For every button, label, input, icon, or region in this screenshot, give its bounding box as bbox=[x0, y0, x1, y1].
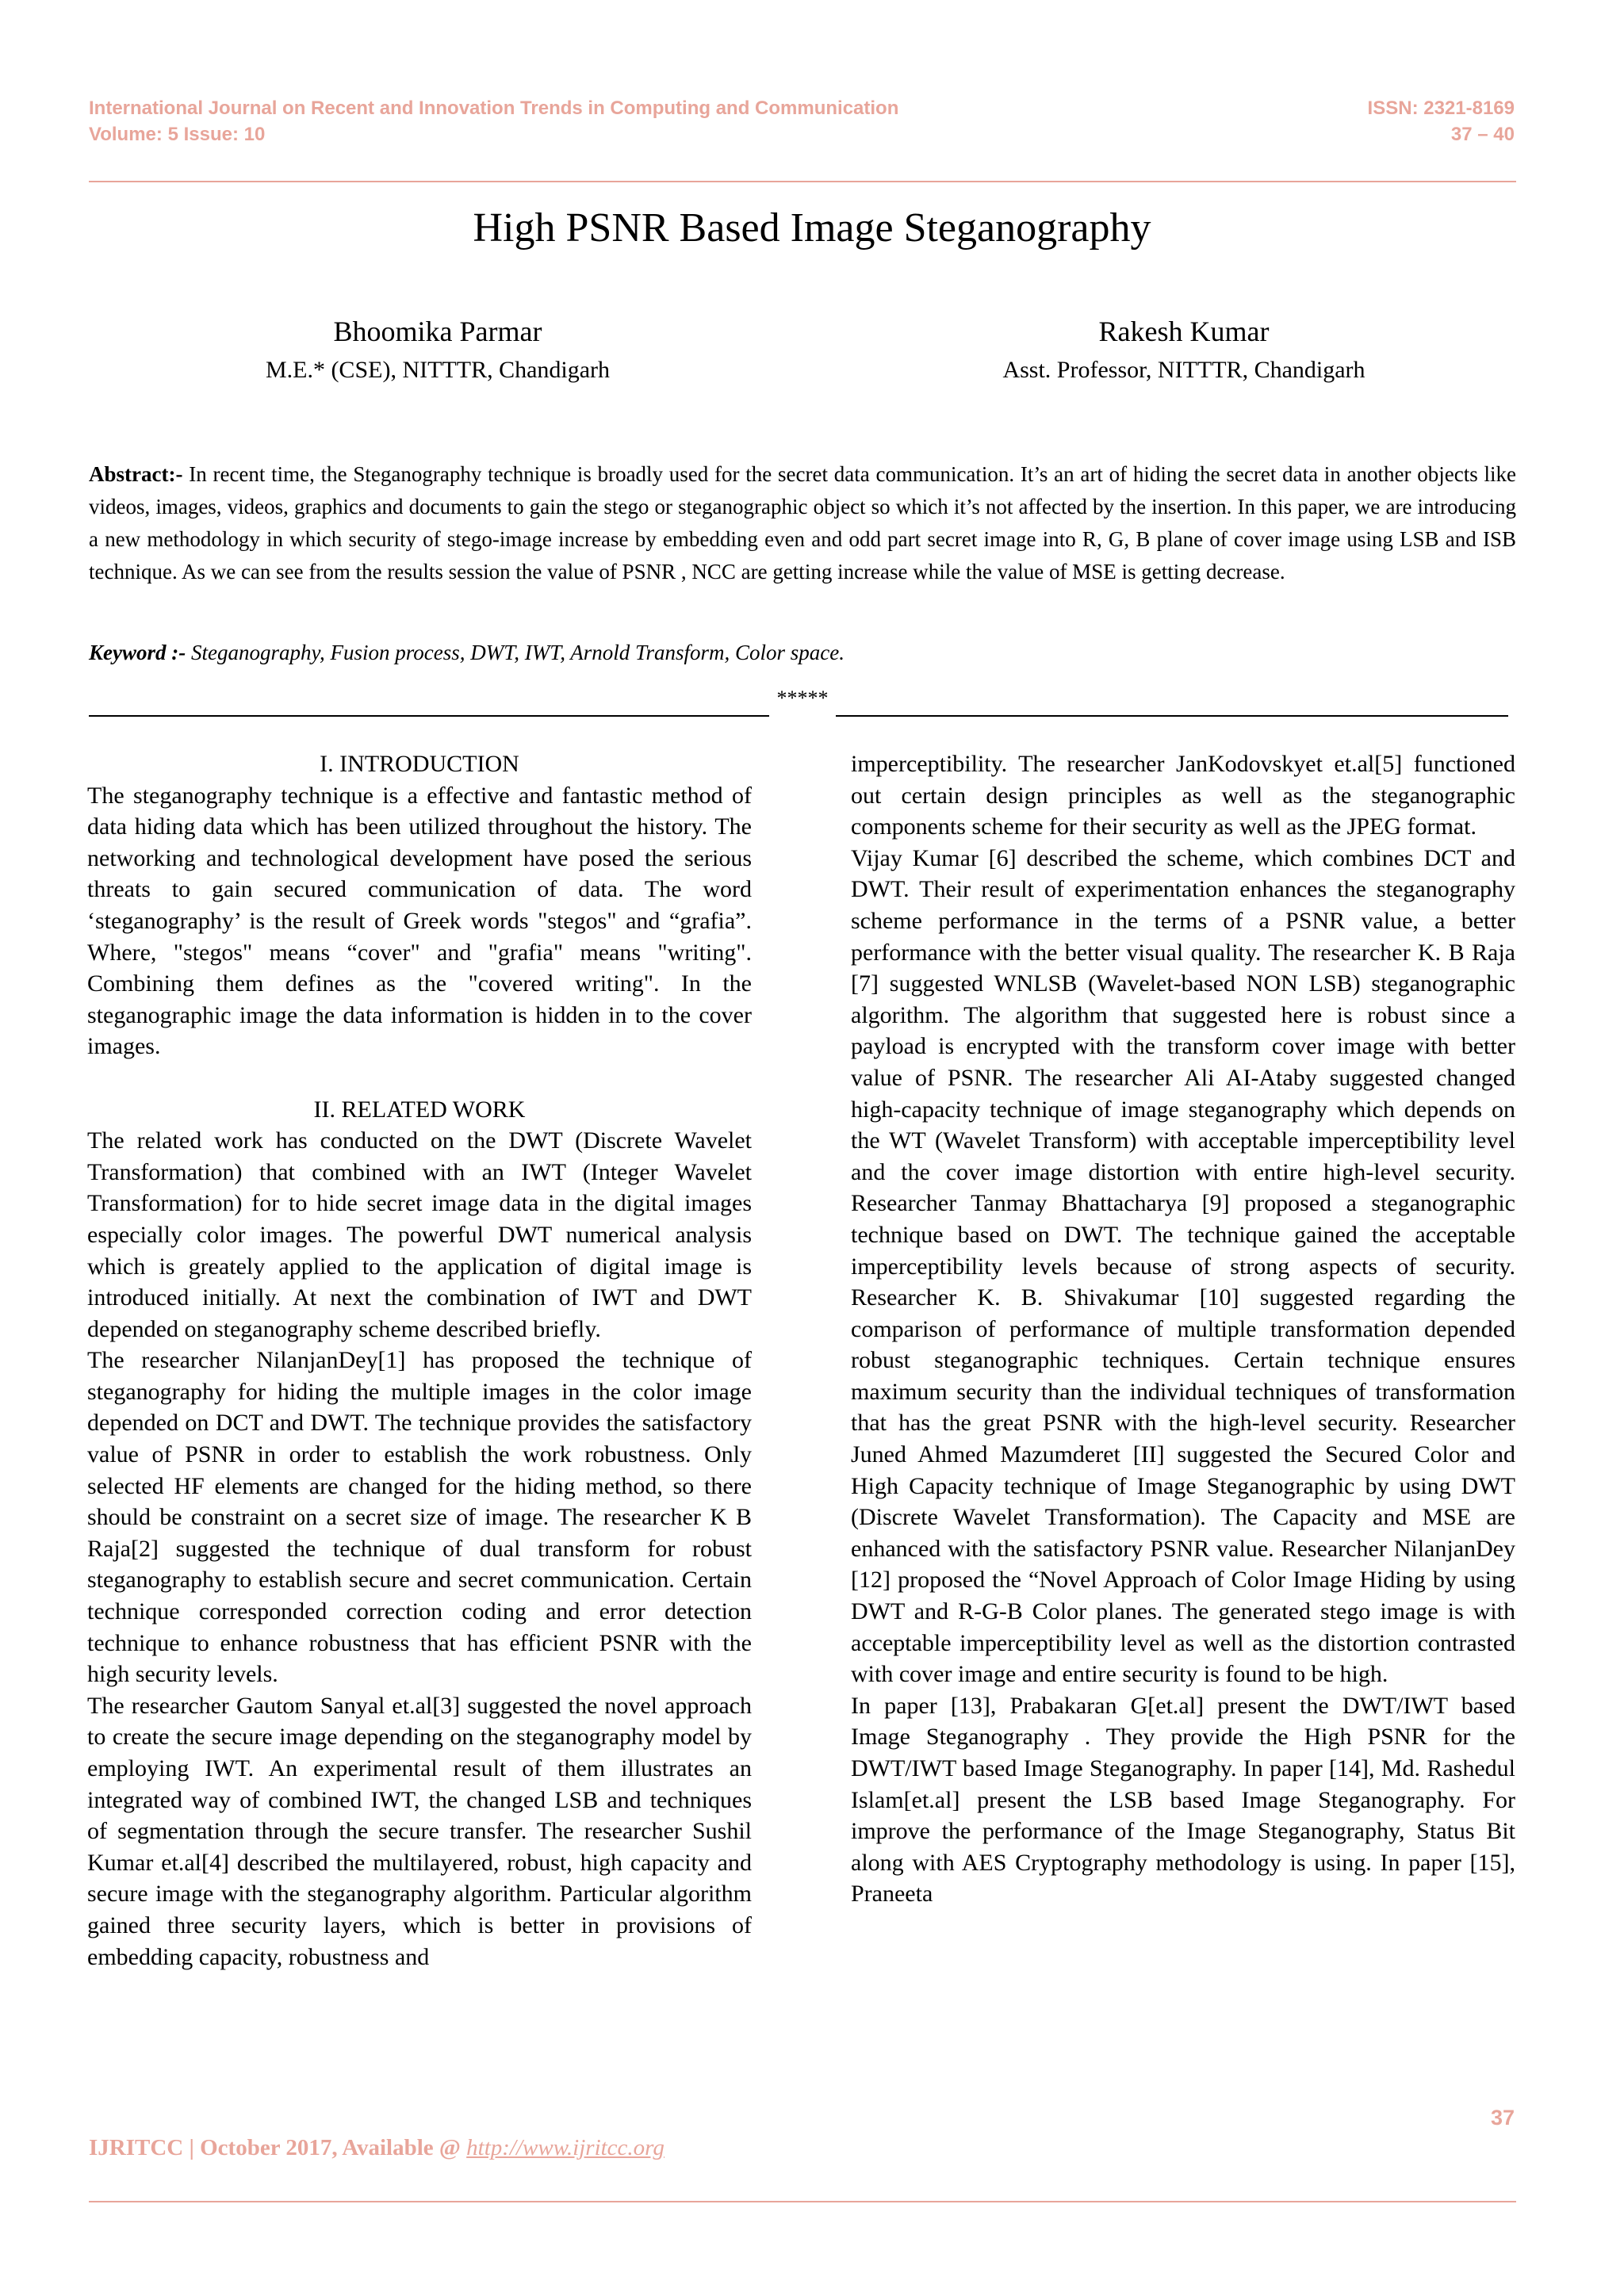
separator-stars: ***** bbox=[776, 687, 829, 710]
footer-text: IJRITCC | October 2017, Available @ bbox=[89, 2135, 467, 2160]
author-name: Rakesh Kumar bbox=[1098, 316, 1270, 347]
paragraph: In paper [13], Prabakaran G[et.al] present the DWT/IWT based Image Steganography . They provide the High PSNR for the DWT/IWT based Image Steganography. In paper [14], Md. Rashedul Islam[et.al] present the LSB based Image Steganography. For improve the performance of the Image Steganography, Status Bit along with AES Cryptography methodology is using. In paper [15], Praneeta bbox=[851, 1692, 1515, 1908]
separator-line-right bbox=[836, 715, 1508, 717]
author-affiliation: Asst. Professor, NITTTR, Chandigarh bbox=[1002, 357, 1365, 383]
paper-title: High PSNR Based Image Steganography bbox=[473, 205, 1151, 251]
issn: ISSN: 2321-8169 bbox=[1367, 98, 1515, 119]
section-heading-related-work: II. RELATED WORK bbox=[313, 1096, 526, 1123]
section-separator bbox=[89, 687, 1508, 718]
page-range: 37 – 40 bbox=[1450, 124, 1515, 145]
author-affiliation: M.E.* (CSE), NITTTR, Chandigarh bbox=[265, 357, 611, 383]
author-block-2 bbox=[867, 312, 1501, 389]
paragraph: The researcher Gautom Sanyal et.al[3] suggested the novel approach to create the secure image depending on the steganography model by employing IWT. An experimental result of them illustrates an integrated way of combined IWT, the changed LSB and techniques of segmentation through the secure transfer. The researcher Sushil Kumar et.al[4] described the multilayered, robust, high capacity and secure image with the steganography algorithm. Particular algorithm gained three security layers, which is better in provisions of embedding capacity, robustness and bbox=[87, 1692, 752, 1970]
paragraph: The researcher NilanjanDey[1] has proposed the technique of steganography for hiding the multiple images in the color image depended on DCT and DWT. The technique provides the satisfactory value of PSNR in order to establish the work robustness. Only selected HF elements are changed for the hiding method, so there should be constraint on a secret size of image. The researcher K B Raja[2] suggested the technique of dual transform for robust steganography to establish secure and secret communication. Certain technique corresponded correction coding and error detection technique to enhance robustness that has efficient PSNR with the high security levels. bbox=[87, 1347, 752, 1688]
keyword-label: Keyword :- bbox=[89, 641, 186, 664]
right-column bbox=[851, 748, 1515, 1910]
journal-volume: Volume: 5 Issue: 10 bbox=[89, 124, 266, 145]
separator-line-left bbox=[89, 715, 769, 717]
journal-header bbox=[89, 95, 898, 147]
header-rule bbox=[89, 181, 1516, 182]
abstract-text: In recent time, the Steganography technique is broadly used for the secret data communication. It’s an art of hiding the secret data in another objects like videos, images, videos, graphics and documents to gain the stego or steganographic object so which it’s not affected by the insertion. In this paper, we are introducing a new methodology in which security of stego-image increase by embedding even and odd part secret image into R, G, B plane of cover image using LSB and ISB technique. As we can see from the results session the value of PSNR , NCC are getting increase while the value of MSE is getting decrease. bbox=[89, 462, 1516, 584]
keyword-text: Steganography, Fusion process, DWT, IWT, Arnold Transform, Color space. bbox=[186, 641, 845, 664]
footer-rule bbox=[89, 2201, 1516, 2202]
keywords bbox=[89, 637, 1516, 668]
paragraph: The steganography technique is a effective and fantastic method of data hiding data which has been utilized throughout the history. The networking and technological development have posed the serious threats to gain secured communication of data. The word ‘steganography’ is the result of Greek words "stegos" and “grafia”. Where, "stegos" means “cover" and "grafia" means "writing". Combining them defines as the "covered writing". In the steganographic image the data information is hidden in to the cover images. bbox=[87, 782, 752, 1060]
journal-link[interactable]: http://www.ijritcc.org bbox=[466, 2135, 665, 2160]
left-column bbox=[87, 748, 752, 1973]
paragraph: imperceptibility. The researcher JanKodovskyet et.al[5] functioned out certain design principles as well as the steganographic components scheme for their security as well as the JPEG format. bbox=[851, 751, 1515, 840]
journal-meta bbox=[1368, 95, 1515, 147]
author-block-1 bbox=[121, 312, 755, 389]
abstract-label: Abstract:- bbox=[89, 462, 183, 486]
spacer bbox=[87, 1062, 752, 1094]
author-name: Bhoomika Parmar bbox=[333, 316, 542, 347]
page-number: 37 bbox=[1490, 2106, 1515, 2130]
paragraph: The related work has conducted on the DWT (Discrete Wavelet Transformation) that combined with an IWT (Integer Wavelet Transformation) for to hide secret image data in the digital images especially color images. The powerful DWT numerical analysis which is greately applied to the application of digital image is introduced initially. At next the combination of IWT and DWT depended on steganography scheme described briefly. bbox=[87, 1127, 752, 1342]
footer bbox=[89, 2135, 665, 2161]
paragraph: Vijay Kumar [6] described the scheme, which combines DCT and DWT. Their result of experimentation enhances the steganography scheme performance in the terms of a PSNR value, a better performance with the better visual quality. The researcher K. B Raja [7] suggested WNLSB (Wavelet-based NON LSB) steganographic algorithm. The algorithm that suggested here is robust since a payload is encrypted with the transform cover image with better value of PSNR. The researcher Ali AI-Ataby suggested changed high-capacity technique of image steganography which depends on the WT (Wavelet Transform) with acceptable imperceptibility level and the cover image distortion with entire high-level security. Researcher Tanmay Bhattacharya [9] proposed a steganographic technique based on DWT. The technique gained the acceptable imperceptibility levels because of strong aspects of security. Researcher K. B. Shivakumar [10] suggested regarding the comparison of performance of multiple transformation depended robust steganographic techniques. Certain technique ensures maximum security than the individual techniques of transformation that has the great PSNR with the high-level security. Researcher Juned Ahmed Mazumderet [II] suggested the Secured Color and High Capacity technique of Image Steganographic by using DWT (Discrete Wavelet Transformation). The Capacity and MSE are enhanced with the satisfactory PSNR value. Researcher NilanjanDey [12] proposed the “Novel Approach of Color Image Hiding by using DWT and R-G-B Color planes. The generated stego image is with acceptable imperceptibility level as well as the distortion contrasted with cover image and entire security is found to be high. bbox=[851, 844, 1515, 1688]
journal-name: International Journal on Recent and Innovation Trends in Computing and Communication bbox=[89, 98, 899, 119]
section-heading-introduction: I. INTRODUCTION bbox=[320, 751, 519, 777]
abstract bbox=[89, 458, 1516, 588]
